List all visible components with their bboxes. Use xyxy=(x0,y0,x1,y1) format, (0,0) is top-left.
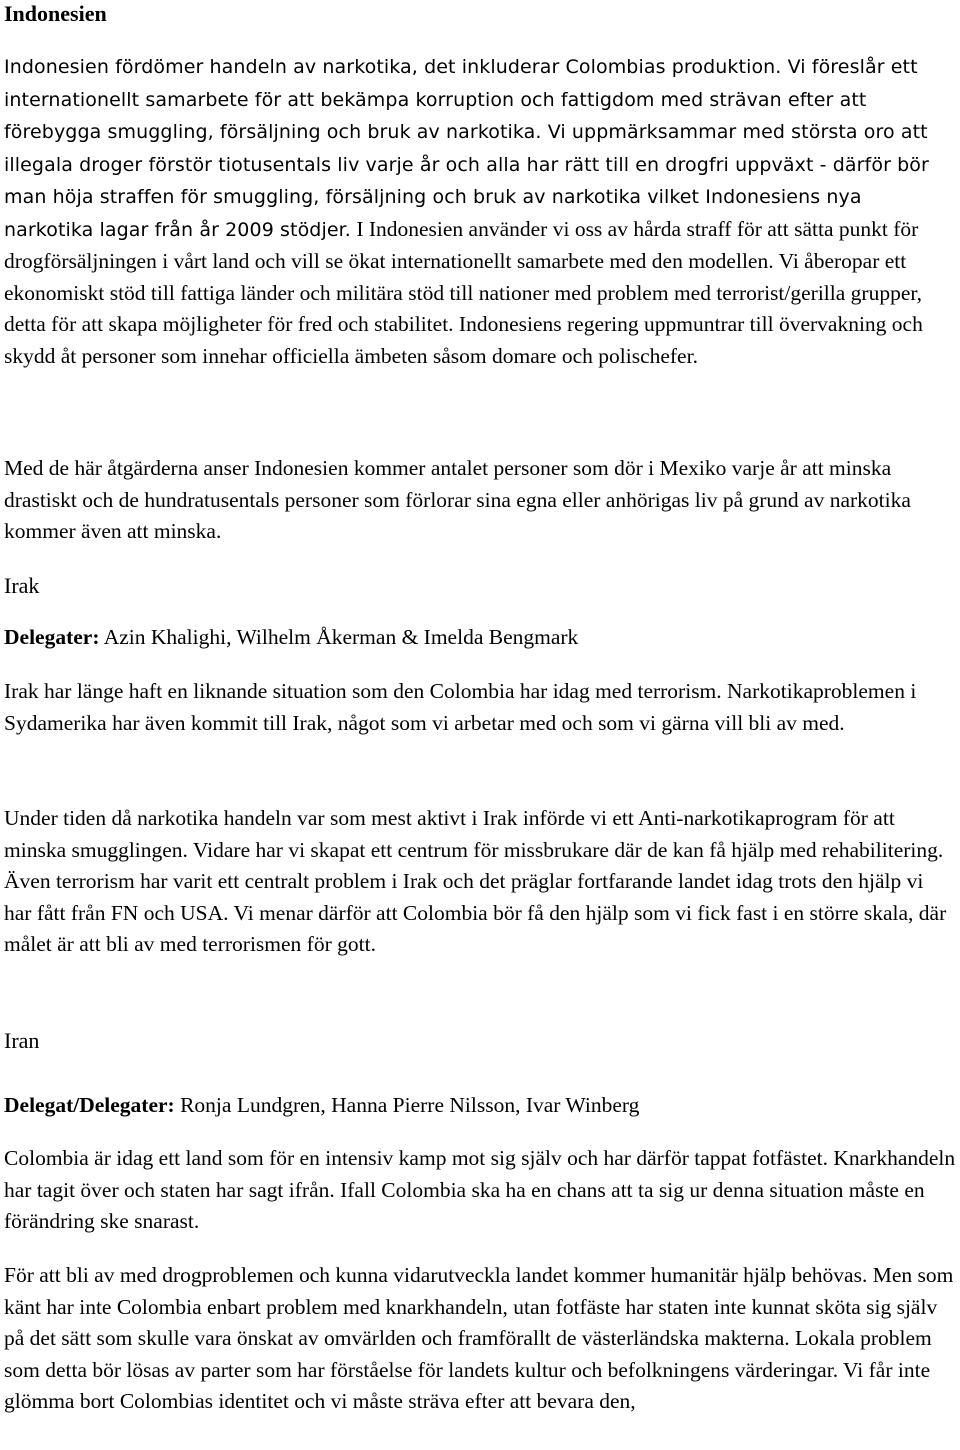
section-heading-indonesien: Indonesien xyxy=(4,1,107,26)
irak-delegates-names: Azin Khalighi, Wilhelm Åkerman & Imelda Bengmark xyxy=(99,625,579,649)
indonesien-paragraph-2: Med de här åtgärderna anser Indonesien kommer antalet personer som dör i Mexiko varje år att minska drastiskt och de hundratusentals personer som förlorar sina egna eller anhörigas liv på grund av narkotika kommer även att minska. xyxy=(4,456,911,543)
irak-delegates xyxy=(4,622,578,652)
section-heading-irak: Irak xyxy=(4,573,40,598)
section-heading-iran: Iran xyxy=(4,1028,40,1053)
iran-paragraph-1: Colombia är idag ett land som för en intensiv kamp mot sig själv och har därför tappat fotfästet. Knarkhandeln har tagit över och staten har sagt ifrån. Ifall Colombia ska ha en chans att ta sig ur denna situation måste en förändring ske snarast. xyxy=(4,1146,956,1233)
indonesien-paragraph-1 xyxy=(4,51,956,372)
irak-paragraph-2: Under tiden då narkotika handeln var som mest aktivt i Irak införde vi ett Anti-narkotikaprogram för att minska smugglingen. Vidare har vi skapat ett centrum för missbrukare där de kan få hjälp med rehabilitering. Även terrorism har varit ett centralt problem i Irak och det präglar fortfarande landet idag trots den hjälp vi har fått från FN och USA. Vi menar därför att Colombia bör få den hjälp som vi fick fast i en större skala, där målet är att bli av med terrorismen för gott. xyxy=(4,806,947,956)
indonesien-paragraph-1-sans-part: Indonesien fördömer handeln av narkotika, det inkluderar Colombias produktion. Vi föreslår ett internationellt samarbete för att bekämpa korruption och fattigdom med strävan efter att förebygga smuggling, försäljning och bruk av narkotika. Vi uppmärksammar med största oro att illegala droger förstör tiotusentals liv varje år och alla har rätt till en drogfri uppväxt - därför bör man höja straffen för smuggling, försäljning och bruk av narkotika vilket Indonesiens nya narkotika lagar från år 2009 stödjer. xyxy=(4,56,929,241)
iran-delegates-names: Ronja Lundgren, Hanna Pierre Nilsson, Ivar Winberg xyxy=(174,1093,640,1117)
iran-delegates xyxy=(4,1090,639,1120)
indonesien-paragraph-1-serif-part: I Indonesien använder vi oss av hårda straff för att sätta punkt för drogförsäljningen i vårt land och vill se ökat internationellt samarbete med den modellen. Vi åberopar ett ekonomiskt stöd till fattiga länder och militära stöd till nationer med problem med terrorist/gerilla grupper, detta för att skapa möjligheter för fred och stabilitet. Indonesiens regering uppmuntrar till övervakning och skydd åt personer som innehar officiella ämbeten såsom domare och polischefer. xyxy=(4,216,923,368)
irak-delegates-label: Delegater: xyxy=(4,625,100,649)
iran-delegates-label: Delegat/Delegater: xyxy=(4,1093,175,1117)
irak-paragraph-1: Irak har länge haft en liknande situation som den Colombia har idag med terrorism. Narkotikaproblemen i Sydamerika har även kommit till Irak, något som vi arbetar med och som vi gärna vill bli av med. xyxy=(4,679,917,735)
iran-paragraph-2: För att bli av med drogproblemen och kunna vidarutveckla landet kommer humanitär hjälp behövas. Men som känt har inte Colombia enbart problem med knarkhandeln, utan fotfäste har staten inte kunnat sköta sig själv på det sätt som skulle vara önskat av omvärlden och framförallt de västerländska makterna. Lokala problem som detta bör lösas av parter som har förståelse för landets kultur och befolkningens värderingar. Vi får inte glömma bort Colombias identitet och vi måste sträva efter att bevara den, xyxy=(4,1263,954,1413)
